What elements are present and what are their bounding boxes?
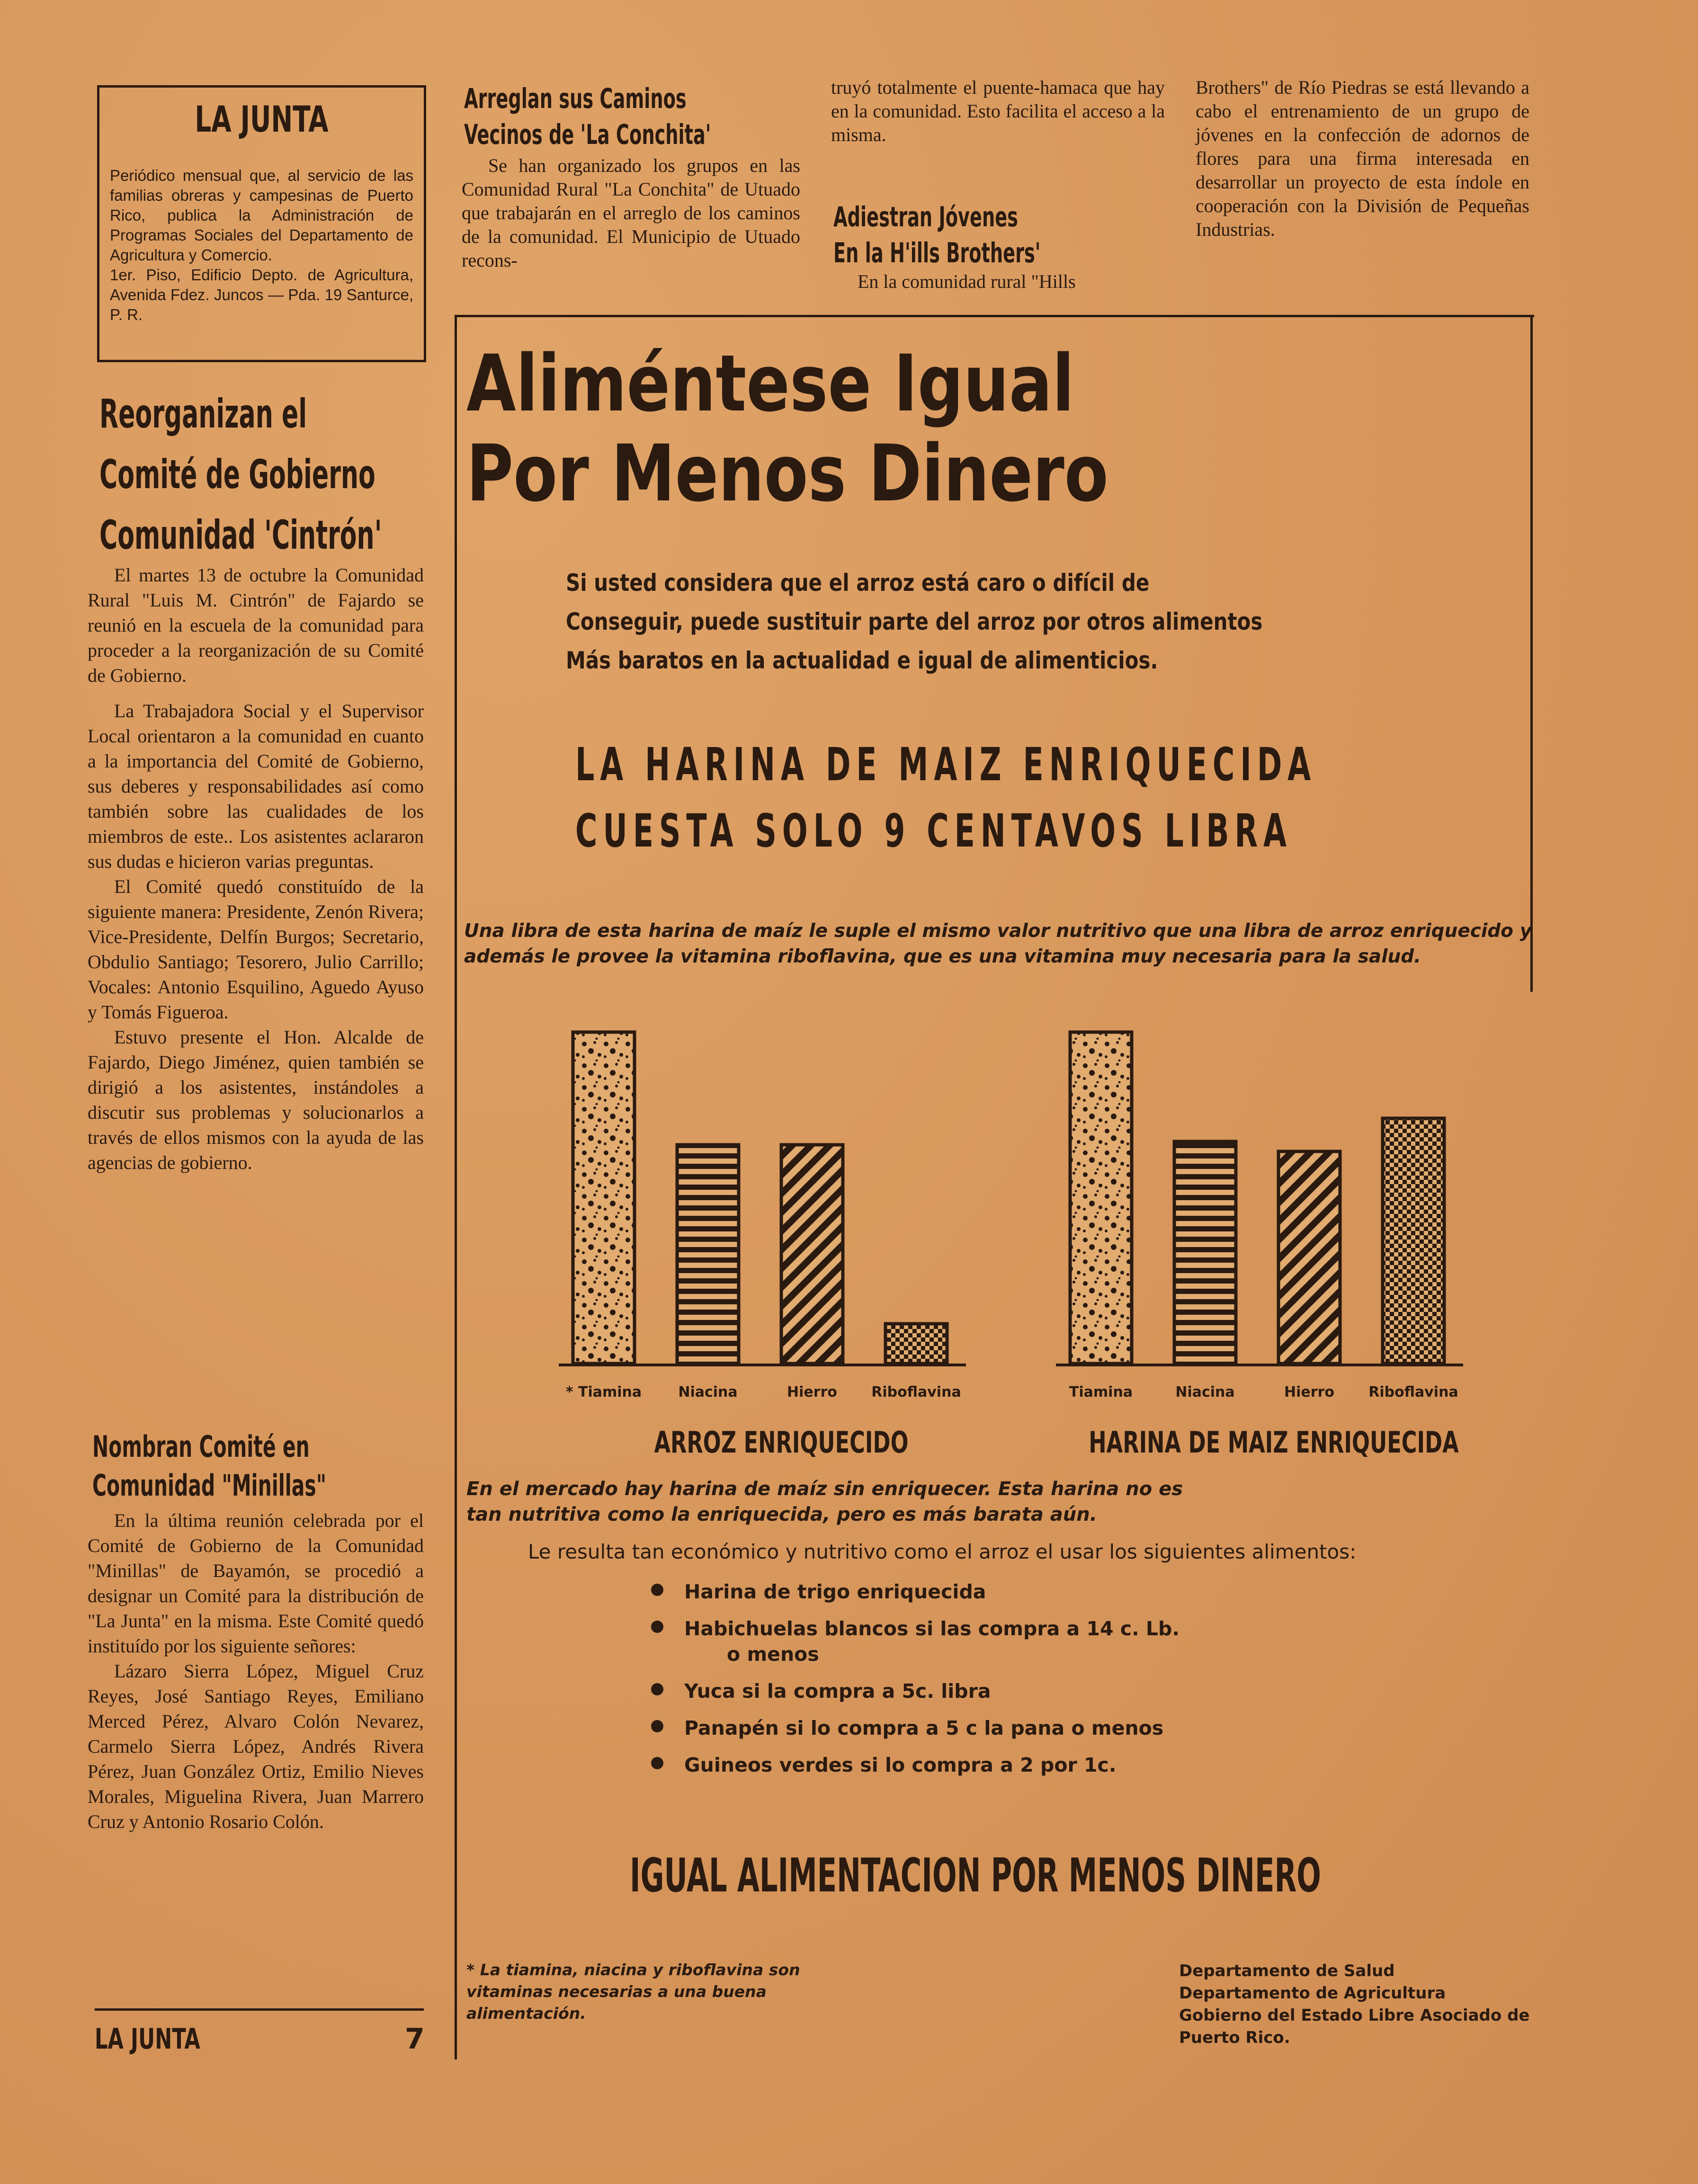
tick-label: Riboflavina — [871, 1384, 961, 1400]
tick-label: * Tiamina — [565, 1384, 642, 1400]
credit-line: Puerto Rico. — [1179, 2028, 1290, 2047]
masthead-address: 1er. Piso, Edificio Depto. de Agricultura, Avenida Fdez. Juncos — Pda. 19 Santurce, P. R. — [110, 266, 413, 323]
bullet-icon — [651, 1720, 663, 1732]
paragraph: Se han organizado los grupos en las Comunidad Rural "La Conchita" de Utuado que trabajarán en el arreglo de los caminos de la comunidad. El Municipio de Utuado recons- — [462, 155, 800, 271]
list-item-text: Yuca si la compra a 5c. libra — [684, 1680, 991, 1703]
feature-title-line: Por Menos Dinero — [466, 428, 1108, 519]
masthead-description: Periódico mensual que, al servicio de las familias obreras y campesinas de Puerto Rico, publica la Administración de Programas Sociales del Departamento de Agricultura y Comercio. — [110, 167, 413, 264]
article-conchita-col1 — [462, 154, 800, 272]
article-minillas-body — [88, 1508, 424, 1834]
bar-hierro — [1278, 1151, 1340, 1364]
headline-line: Arreglan sus Caminos — [464, 82, 687, 115]
masthead-title: LA JUNTA — [195, 98, 329, 140]
article-hills-col3 — [1196, 76, 1529, 241]
bar-chart-0 — [559, 1032, 966, 1400]
bullet-icon — [651, 1621, 663, 1633]
bar-niacina — [677, 1145, 739, 1364]
article-hills-col2 — [831, 270, 1165, 294]
masthead-text — [110, 166, 413, 325]
list-item-text: Harina de trigo enriquecida — [684, 1580, 986, 1603]
headline-line: Reorganizan el — [99, 391, 307, 437]
list-item — [651, 1616, 1180, 1667]
bar-tiamina — [573, 1032, 635, 1364]
food-list — [651, 1579, 1180, 1789]
paragraph: truyó totalmente el puente-hamaca que hay en la comunidad. Esto facilita el acceso a la misma. — [831, 77, 1165, 145]
credit-line: Departamento de Agricultura — [1179, 1984, 1446, 2003]
headline-minillas — [92, 1427, 424, 1505]
feature-title-line: Aliméntese Igual — [466, 338, 1074, 429]
list-item-text: Guineos verdes si lo compra a 2 por 1c. — [684, 1754, 1117, 1776]
tick-label: Hierro — [787, 1384, 837, 1400]
tick-label: Niacina — [678, 1384, 738, 1400]
headline-cintron — [99, 383, 431, 565]
credit-line: Departamento de Salud — [1179, 1961, 1395, 1980]
paragraph: Estuvo presente el Hon. Alcalde de Fajardo, Diego Jiménez, quien también se dirigió a los asistentes, instándoles a discutir sus problemas y solucionarlos a través de ellos mismos con la ayuda de las agencias de gobierno. — [88, 1026, 424, 1173]
headline-line: En la H'ills Brothers' — [833, 237, 1041, 269]
intro-line: Más baratos en la actualidad e igual de alimenticios. — [566, 647, 1158, 674]
bullet-icon — [651, 1683, 663, 1695]
headline-line: Adiestran Jóvenes — [833, 201, 1018, 233]
paragraph: En la última reunión celebrada por el Comité de Gobierno de la Comunidad "Minillas" de Bayamón, se procedió a designar un Comité para la distribución de "La Junta" en la misma. Este Comité quedó instituído por los siguiente señores: — [88, 1510, 424, 1657]
paragraph: La Trabajadora Social y el Supervisor Local orientaron a la comunidad en cuanto a la importancia del Comité de Gobierno, sus deberes y responsabilidades así como también sobre las cualidades de los miembros de este.. Los asistentes aclararon sus dudas e hicieron varias preguntas. — [88, 700, 424, 872]
chart-root — [559, 1032, 1463, 1400]
bullet-icon — [651, 1757, 663, 1769]
headline-hills — [833, 199, 1165, 271]
intro-line: Si usted considera que el arroz está caro o difícil de — [566, 569, 1150, 597]
bar-tiamina — [1070, 1032, 1132, 1364]
tick-label: Tiamina — [1069, 1384, 1133, 1400]
article-conchita-col2 — [831, 76, 1165, 147]
chart-title-corn: HARINA DE MAIZ ENRIQUECIDA — [1089, 1425, 1459, 1460]
tick-label: Niacina — [1175, 1384, 1235, 1400]
tick-label: Riboflavina — [1368, 1384, 1458, 1400]
slogan: IGUAL ALIMENTACION POR MENOS DINERO — [630, 1849, 1321, 1903]
price-line: CUESTA SOLO 9 CENTAVOS LIBRA — [575, 804, 1292, 857]
list-item — [651, 1678, 1180, 1704]
tick-label: Hierro — [1284, 1384, 1334, 1400]
list-item — [651, 1752, 1180, 1778]
bullet-icon — [651, 1584, 663, 1596]
headline-line: Comunidad "Minillas" — [92, 1468, 327, 1503]
nutrition-bar-charts — [559, 1018, 1458, 1406]
paragraph: Lázaro Sierra López, Miguel Cruz Reyes, José Santiago Reyes, Emiliano Merced Pérez, Alvaro Colón Nevarez, Carmelo Sierra López, Andrés Rivera Pérez, Juan González Ortiz, Emilio Nieves Morales, Miguelina Rivera, Juan Marrero Cruz y Antonio Rosario Colón. — [88, 1660, 424, 1832]
page-number: 7 — [405, 2023, 425, 2056]
intro-line: Conseguir, puede sustituir parte del arroz por otros alimentos — [566, 608, 1263, 635]
bar-riboflavina — [885, 1324, 947, 1364]
column-divider — [455, 317, 457, 2059]
paragraph: En la comunidad rural "Hills — [858, 271, 1076, 292]
masthead-box — [97, 85, 426, 362]
nutrition-text: Una libra de esta harina de maíz le suple el mismo valor nutritivo que una libra de arroz enriquecido y además le provee la vitamina riboflavina, que es una vitamina muy necesaria para la salud. — [464, 920, 1532, 967]
bar-hierro — [781, 1145, 843, 1364]
feature-title — [466, 339, 1249, 518]
article-cintron-body — [88, 562, 424, 1175]
feature-intro — [566, 563, 1395, 680]
list-item-text: Habichuelas blancos si las compra a 14 c. Lb. — [684, 1617, 1180, 1640]
headline-line: Nombran Comité en — [92, 1429, 310, 1464]
credit-line: Gobierno del Estado Libre Asociado de — [1179, 2006, 1530, 2025]
list-item — [651, 1579, 1180, 1605]
bar-riboflavina — [1383, 1118, 1444, 1364]
list-item-continuation: o menos — [727, 1643, 819, 1666]
paragraph: El martes 13 de octubre la Comunidad Rural "Luis M. Cintrón" de Fajardo se reunió en la escuela de la comunidad para proceder a la reorganización de su Comité de Gobierno. — [88, 564, 424, 686]
feature-right-rule — [1530, 315, 1533, 992]
feature-top-rule — [455, 315, 1534, 317]
footnote: * La tiamina, niacina y riboflavina son vitaminas necesarias a una buena alimentación. — [466, 1961, 800, 2023]
footer-rule — [95, 2008, 424, 2011]
footer-paper-name: LA JUNTA — [95, 2023, 200, 2056]
bar-chart-1 — [1056, 1032, 1463, 1400]
headline-line: Vecinos de 'La Conchita' — [464, 118, 711, 151]
paragraph: Brothers" de Río Piedras se está llevando a cabo el entrenamiento de un grupo de jóvenes en la confección de adornos de flores para una firma interesada en desarrollar un proyecto de esta índole en cooperación con la División de Pequeñas Industrias. — [1196, 77, 1529, 240]
list-item-text: Panapén si lo compra a 5 c la pana o menos — [684, 1717, 1164, 1739]
credits — [1179, 1960, 1529, 2049]
headline-line: Comité de Gobierno — [99, 451, 375, 498]
list-intro: Le resulta tan económico y nutritivo como el arroz el usar los siguientes alimentos: — [528, 1540, 1357, 1563]
price-announcement — [575, 731, 1698, 864]
headline-line: Comunidad 'Cintrón' — [99, 512, 382, 558]
chart-title-rice: ARROZ ENRIQUECIDO — [654, 1425, 909, 1460]
page-footer — [95, 2023, 426, 2060]
paragraph: El Comité quedó constituído de la siguiente manera: Presidente, Zenón Rivera; Vice-Presidente, Delfín Burgos; Secretario, Obdulio Santiago; Tesorero, Julio Carrillo; Vocales: Antonio Esquilino, Aguedo Ayuso y Tomás Figueroa. — [88, 876, 424, 1023]
headline-conchita — [464, 80, 805, 152]
price-line: LA HARINA DE MAIZ ENRIQUECIDA — [575, 738, 1317, 791]
market-text: En el mercado hay harina de maíz sin enriquecer. Esta harina no es tan nutritiva como la enriquecida, pero es más barata aún. — [466, 1478, 1183, 1525]
list-item — [651, 1715, 1180, 1741]
bar-niacina — [1174, 1141, 1236, 1364]
